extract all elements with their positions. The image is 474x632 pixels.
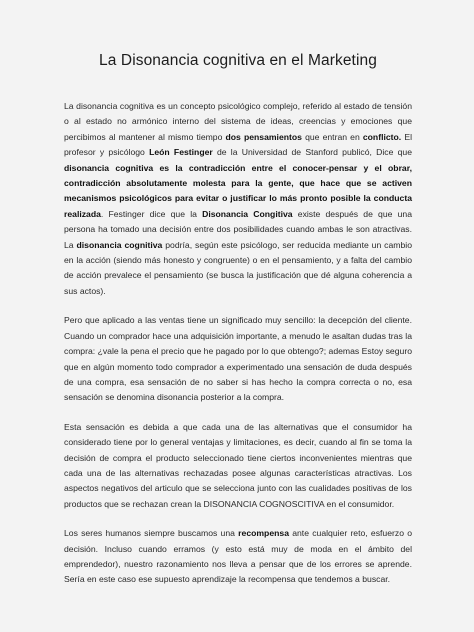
text-run: Los seres humanos siempre buscamos una <box>64 528 239 539</box>
paragraph-3: Esta sensación es debida a que cada una de las alternativas que el consumidor ha considerado tiene por lo general ventajas y limitaciones, es decir, cuando al fin se toma la decisión de compra el producto seleccionado tiene ciertos inconvenientes mientras que cada una de las alternativas rechazadas posee algunas características atractivas. Los aspectos negativos del articulo que se selecciona junto con las cualidades positivas de los productos que se rechazan crean la DISONANCIA COGNOSCITIVA en el consumidor. <box>64 421 412 509</box>
bold-text: Disonancia Congitiva <box>202 208 293 219</box>
text-run: El profesor y psicólogo <box>64 131 412 158</box>
paragraph-2: Pero que aplicado a las ventas tiene un significado muy sencillo: la decepción del cliente. Cuando un comprador hace una adquisición importante, a menudo le asaltan dudas tras la compra: ¿vale la pena el precio que he pagado por lo que obtengo?; ademas Estoy seguro que en algún momento todo comprador a experimentado una sensación de duda después de una compra, esa sensación de no saber si has hecho la compra correcta o no, esa sensación se denomina disonancia posterior a la compra. <box>64 315 412 403</box>
text-run: . Festinger dice que la <box>100 208 203 219</box>
text-run: que entran en <box>301 131 363 142</box>
bold-text: disonancia cognitiva <box>76 239 163 250</box>
bold-text: conflicto. <box>362 131 402 142</box>
text-run: existe después de que una persona ha tomado una decisión entre dos posibilidades cuando ambas le son atractivas. La <box>64 208 413 250</box>
paragraph-1 <box>64 99 412 299</box>
bold-text: dos pensamientos <box>225 131 302 142</box>
text-run: de la Universidad de Stanford publicó, Dice que <box>212 147 412 158</box>
page-title: La Disonancia cognitiva en el Marketing <box>99 52 377 69</box>
bold-text: recompensa <box>238 528 289 539</box>
text-run: ante cualquier reto, esfuerzo o decisión. Incluso cuando erramos (y esto está muy de moda en el ámbito del emprendedor), nuestro razonamiento nos lleva a pensar que de los errores se aprende. Sería en este caso ese supuesto aprendizaje la recompensa que tendemos a buscar. <box>64 528 413 585</box>
bold-text: disonancia cognitiva es la contradicción entre el conocer-pensar y el obrar, contradicción absolutamente molesta para la gente, que hace que se activen mecanismos psicológicos para evitar o justificar lo más pronto posible la conducta realizada <box>64 162 412 219</box>
bold-text: León Festinger <box>149 147 213 158</box>
paragraph-4 <box>64 526 412 588</box>
text-run: La disonancia cognitiva es un concepto psicológico complejo, referido al estado de tensión o al estado no armónico interno del sistema de ideas, creencias y emociones que percibimos al mantener al mismo tiempo <box>64 101 412 142</box>
text-run: podría, según este psicólogo, ser reducida mediante un cambio en la acción (siendo más honesto y congruente) o en el pensamiento, y a falta del cambio de acción prevalece el pensamiento (se busca la justificación que dé alguna coherencia a sus actos). <box>64 239 412 296</box>
